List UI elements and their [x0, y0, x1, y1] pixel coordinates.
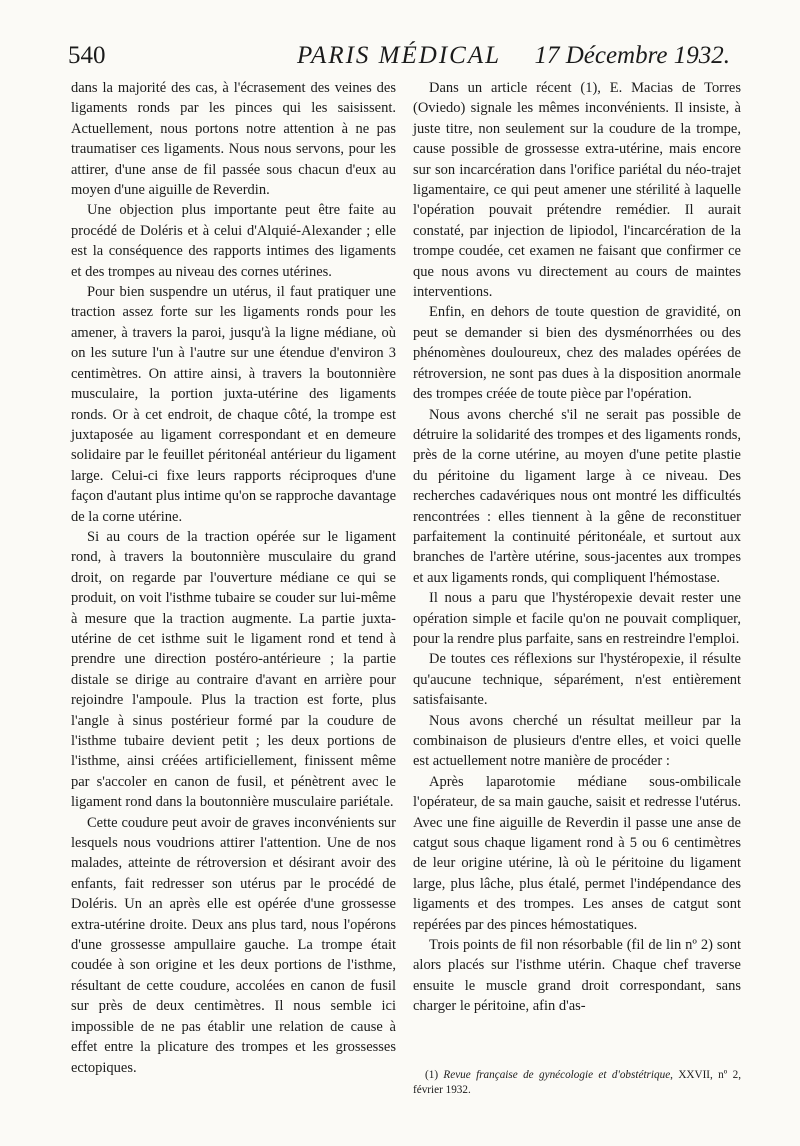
footnote-source: Revue française de gynécologie et d'obstétrique — [443, 1069, 671, 1081]
paragraph: Il nous a paru que l'hystéropexie devait rester une opération simple et facile qu'on ne pouvait compliquer, pour la rendre plus parfaite, sans en restreindre l'emploi. — [413, 590, 741, 647]
paragraph: dans la majorité des cas, à l'écrasement des veines des ligaments ronds par les pinces qui les saisissent. Actuellement, nous portons notre attention à ne pas traumatiser ces ligaments. Nous nous servons, pour les attirer, d'une anse de fil passée sous chacun d'eux au moyen d'une aiguille de Reverdin. — [71, 80, 396, 199]
right-column — [413, 78, 741, 1017]
footnote-details: , XXVII, nº 2, février 1932. — [413, 1069, 741, 1096]
paragraph: Si au cours de la traction opérée sur le ligament rond, à travers la boutonnière musculaire du grand droit, on regarde par l'ouverture médiane ce qui se produit, on voit l'isthme tubaire se couder sur lui-même à mesure que la traction augmente. La partie juxta-utérine de cet isthme suit le ligament rond et tend à prendre une direction postéro-antérieure ; la partie distale se dirige au contraire d'avant en arrière pour rejoindre l'ampoule. Plus la traction est forte, plus l'angle à sinus postérieur formé par la coudure de l'isthme tubaire devient petit ; les deux portions de l'isthme, ainsi créées artificiellement, finissent même par s'accoler en canon de fusil, et pénètrent avec le ligament rond dans la boutonnière musculaire pariétale. — [71, 528, 396, 811]
paragraph: Dans un article récent (1), E. Macias de Torres (Oviedo) signale les mêmes inconvénients. Il insiste, à juste titre, non seulement sur la coudure de la trompe, cause possible de grossesse extra-utérine, mais encore sur son incarcération dans l'orifice pariétal du néo-trajet ligamentaire, ce qui peut amener une stérilité à laquelle l'opération pouvait prétendre remédier. Il aurait constaté, par injection de lipiodol, l'incarcération de la trompe coudée, cet examen ne faisant que confirmer ce que nous avons vu directement au cours de maintes interventions. — [413, 80, 741, 301]
footnote-marker: (1) — [425, 1069, 439, 1081]
paragraph: Après laparotomie médiane sous-ombilicale l'opérateur, de sa main gauche, saisit et redresse l'utérus. Avec une fine aiguille de Reverdin il passe une anse de catgut sous chaque ligament rond à 5 ou 6 centimètres de leur origine utérine, là où le péritoine du ligament large, plus lâche, plus étalé, permet l'indépendance des ligaments et des trompes. Les anses de catgut sont repérées par des pinces hémostatiques. — [413, 773, 741, 933]
journal-title: PARIS MÉDICAL — [297, 42, 501, 69]
paragraph: Pour bien suspendre un utérus, il faut pratiquer une traction assez forte sur les ligaments ronds pour les amener, à travers la paroi, jusqu'à la ligne médiane, où on les suture l'un à l'autre sur une étendue d'environ 3 centimètres. On attire ainsi, à travers la boutonnière musculaire, la portion juxta-utérine des ligaments ronds. Or à cet endroit, de chaque côté, la trompe est juxtaposée au ligament correspondant et en demeure solidaire par le feuillet péritonéal antérieur du ligament large. Celui-ci fixe leurs rapports réciproques d'une façon d'autant plus intime qu'on se rapproche davantage de la corne utérine. — [71, 284, 396, 525]
paragraph: Cette coudure peut avoir de graves inconvénients sur lesquels nous voudrions attirer l'attention. Une de nos malades, atteinte de rétroversion et désirant avoir des enfants, fait redresser son utérus par le procédé de Doléris. Un an après elle est opérée d'une grossesse extra-utérine droite. Deux ans plus tard, nous l'opérons d'une grossesse ampullaire gauche. La trompe était coudée à son origine et les deux portions de l'isthme, résultant de cette coudure, accolées en canon de fusil sur près de deux centimètres. Il nous semble ici impossible de ne pas établir une relation de cause à effet entre la plicature des trompes et les grossesses ectopiques. — [71, 814, 396, 1076]
paragraph: Nous avons cherché un résultat meilleur par la combinaison de plusieurs d'entre elles, et voici quelle est actuellement notre manière de procéder : — [413, 712, 741, 770]
paragraph: Une objection plus importante peut être faite au procédé de Doléris et à celui d'Alquié-Alexander ; elle est la conséquence des rapports intimes des ligaments et des trompes au niveau des cornes utérines. — [71, 202, 396, 280]
paragraph: Nous avons cherché s'il ne serait pas possible de détruire la solidarité des trompes et des ligaments ronds, près de la corne utérine, au moyen d'une petite plastie du péritoine du ligament large à ce niveau. Des recherches cadavériques nous ont montré les difficultés rencontrées : elles tiennent à la gêne de reconstituer parfaitement la continuité péritonéale, et surtout aux branches de l'artère utérine, sous-jacentes aux trompes et aux ligaments ronds, qui compliquent l'hémostase. — [413, 406, 741, 586]
issue-date: 17 Décembre 1932. — [534, 42, 730, 69]
page-number: 540 — [68, 42, 106, 69]
paragraph: Trois points de fil non résorbable (fil de lin nº 2) sont alors placés sur l'isthme utérin. Chaque chef traverse ensuite le muscle grand droit correspondant, sans charger le péritoine, afin d'as- — [413, 937, 741, 1015]
running-header — [68, 42, 730, 72]
footnote — [413, 1068, 741, 1098]
paragraph: Enfin, en dehors de toute question de gravidité, on peut se demander si bien des dysménorrhées ou des phénomènes douloureux, chez des malades opérées de rétroversion, ne sont pas dues à la disposition anormale des trompes créée de toute pièce par l'opération. — [413, 304, 741, 403]
left-column — [71, 78, 396, 1078]
paragraph: De toutes ces réflexions sur l'hystéropexie, il résulte qu'aucune technique, séparément, n'est entièrement satisfaisante. — [413, 651, 741, 709]
